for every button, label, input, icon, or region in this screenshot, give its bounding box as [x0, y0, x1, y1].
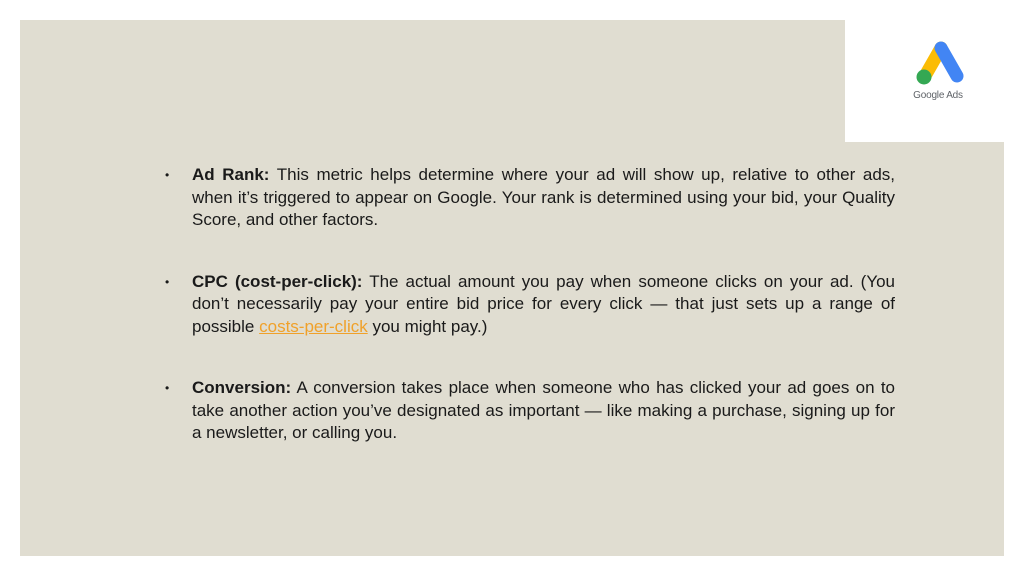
bullet-dot: • [165, 381, 170, 395]
slide [20, 20, 1004, 556]
bullet-list [165, 164, 895, 484]
costs-per-click-link[interactable]: costs-per-click [259, 316, 368, 336]
google-ads-logo [845, 20, 1024, 142]
bullet-dot: • [165, 274, 170, 289]
bullet-dot: • [165, 168, 170, 182]
logo-text: Google Ads [913, 90, 963, 101]
term-label: Ad Rank: [192, 165, 270, 184]
list-item-conversion [165, 377, 895, 445]
term-description: The actual amount you pay when someone clicks on your ad. (You don’t necessarily pay your entire bid price for every click — that just sets up a range of possible [192, 271, 896, 336]
list-item-ad-rank [165, 164, 895, 232]
term-label: CPC (cost-per-click): [192, 271, 363, 291]
term-description-end: you might pay.) [367, 316, 488, 336]
list-item-cpc [165, 271, 895, 339]
term-label: Conversion: [192, 378, 292, 397]
google-ads-icon [911, 38, 967, 90]
term-description: This metric helps determine where your ad will show up, relative to other ads, when it’s triggered to appear on Google. Your rank is determined using your bid, your Quality Score, and other factors. [192, 165, 895, 229]
term-description: A conversion takes place when someone who has clicked your ad goes on to take another action you’ve designated as important — like making a purchase, signing up for a newsletter, or calling you. [192, 378, 895, 442]
